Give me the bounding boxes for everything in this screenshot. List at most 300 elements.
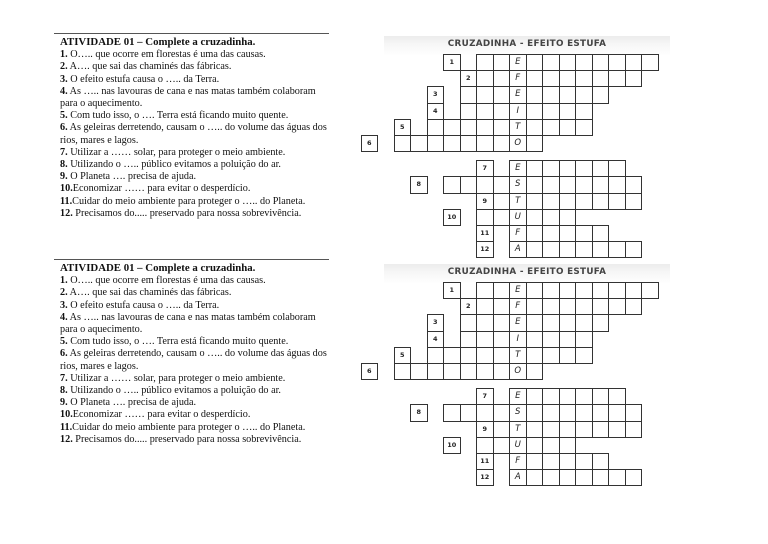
clue-number-cell: 4 — [427, 331, 445, 348]
clue-number: 5. — [60, 336, 68, 348]
answer-cell[interactable] — [608, 469, 626, 486]
key-letter-cell: E — [509, 282, 527, 299]
answer-cell[interactable] — [427, 119, 445, 136]
answer-cell[interactable] — [559, 119, 577, 136]
answer-cell[interactable] — [493, 209, 511, 226]
clue-number: 10. — [60, 409, 73, 421]
answer-cell[interactable] — [526, 282, 544, 299]
answer-cell[interactable] — [476, 282, 494, 299]
answer-cell[interactable] — [542, 404, 560, 421]
answer-cell[interactable] — [443, 135, 461, 152]
answer-cell[interactable] — [493, 404, 511, 421]
clue-number-cell: 8 — [410, 404, 428, 421]
answer-cell[interactable] — [559, 347, 577, 364]
answer-cell[interactable] — [460, 135, 478, 152]
answer-cell[interactable] — [526, 225, 544, 242]
clue-number: 6. — [60, 348, 68, 360]
clue-text: As geleiras derretendo, causam o ….. do volume das águas dos rios, mares e lagos. — [60, 122, 327, 146]
answer-cell[interactable] — [493, 103, 511, 120]
answer-cell[interactable] — [575, 119, 593, 136]
answer-cell[interactable] — [641, 282, 659, 299]
clue-text: A…. que sai das chaminés das fábricas. — [67, 287, 232, 299]
answer-cell[interactable] — [443, 404, 461, 421]
answer-cell[interactable] — [493, 135, 511, 152]
clue-number-cell: 5 — [394, 119, 412, 136]
answer-cell[interactable] — [542, 314, 560, 331]
answer-cell[interactable] — [542, 119, 560, 136]
clue-text: A…. que sai das chaminés das fábricas. — [67, 61, 232, 73]
answer-cell[interactable] — [575, 54, 593, 71]
answer-cell[interactable] — [559, 103, 577, 120]
clue-number: 4. — [60, 85, 68, 97]
clue-text: Utilizando o ….. público evitamos a poluição do ar. — [67, 385, 281, 397]
answer-cell[interactable] — [625, 70, 643, 87]
answer-cell[interactable] — [575, 388, 593, 405]
clue-item — [60, 300, 330, 312]
answer-cell[interactable] — [542, 70, 560, 87]
answer-cell[interactable] — [542, 103, 560, 120]
clue-item — [60, 397, 330, 409]
answer-cell[interactable] — [592, 86, 610, 103]
answer-cell[interactable] — [493, 86, 511, 103]
crossword-title: CRUZADINHA - EFEITO ESTUFA — [447, 39, 607, 49]
answer-cell[interactable] — [427, 363, 445, 380]
crossword-puzzle — [366, 264, 674, 483]
answer-cell[interactable] — [625, 421, 643, 438]
answer-cell[interactable] — [559, 298, 577, 315]
answer-cell[interactable] — [608, 282, 626, 299]
answer-cell[interactable] — [526, 437, 544, 454]
answer-cell[interactable] — [542, 331, 560, 348]
clue-number-cell: 12 — [476, 469, 494, 486]
answer-cell[interactable] — [460, 331, 478, 348]
answer-cell[interactable] — [559, 86, 577, 103]
clue-item — [60, 287, 330, 299]
answer-cell[interactable] — [526, 70, 544, 87]
clue-item — [60, 159, 330, 171]
answer-cell[interactable] — [476, 119, 494, 136]
answer-cell[interactable] — [493, 347, 511, 364]
answer-cell[interactable] — [592, 193, 610, 210]
key-letter-cell: U — [509, 437, 527, 454]
clue-item — [60, 208, 330, 220]
answer-cell[interactable] — [559, 176, 577, 193]
key-letter-cell: T — [509, 421, 527, 438]
answer-cell[interactable] — [575, 404, 593, 421]
answer-cell[interactable] — [443, 347, 461, 364]
answer-cell[interactable] — [575, 453, 593, 470]
answer-cell[interactable] — [542, 193, 560, 210]
clue-number: 12. — [60, 207, 73, 219]
clue-number-cell: 11 — [476, 453, 494, 470]
key-letter-cell: E — [509, 86, 527, 103]
answer-cell[interactable] — [608, 298, 626, 315]
answer-cell[interactable] — [559, 193, 577, 210]
answer-cell[interactable] — [592, 469, 610, 486]
clue-item — [60, 409, 330, 421]
clue-item — [60, 336, 330, 348]
answer-cell[interactable] — [592, 54, 610, 71]
clue-number: 9. — [60, 171, 68, 183]
answer-cell[interactable] — [559, 453, 577, 470]
answer-cell[interactable] — [542, 54, 560, 71]
clue-text: Precisamos do..... preservado para nossa sobrevivência. — [72, 207, 302, 219]
clue-number-cell: 10 — [443, 437, 461, 454]
answer-cell[interactable] — [608, 70, 626, 87]
answer-cell[interactable] — [526, 298, 544, 315]
answer-cell[interactable] — [526, 404, 544, 421]
answer-cell[interactable] — [575, 86, 593, 103]
answer-cell[interactable] — [476, 103, 494, 120]
answer-cell[interactable] — [394, 363, 412, 380]
answer-cell[interactable] — [526, 421, 544, 438]
answer-cell[interactable] — [476, 86, 494, 103]
answer-cell[interactable] — [608, 54, 626, 71]
clue-item — [60, 196, 330, 208]
key-letter-cell: S — [509, 404, 527, 421]
answer-cell[interactable] — [460, 314, 478, 331]
answer-cell[interactable] — [443, 176, 461, 193]
answer-cell[interactable] — [526, 241, 544, 258]
clue-number-cell: 5 — [394, 347, 412, 364]
key-letter-cell: E — [509, 54, 527, 71]
clue-number: 3. — [60, 73, 68, 85]
clue-number-cell: 6 — [361, 135, 379, 152]
clue-text: Utilizar a …… solar, para proteger o meio ambiente. — [67, 372, 286, 384]
clue-item — [60, 171, 330, 183]
clue-item — [60, 312, 330, 336]
answer-cell[interactable] — [493, 54, 511, 71]
answer-cell[interactable] — [625, 241, 643, 258]
answer-cell[interactable] — [575, 347, 593, 364]
answer-cell[interactable] — [559, 282, 577, 299]
answer-cell[interactable] — [427, 135, 445, 152]
answer-cell[interactable] — [526, 103, 544, 120]
key-letter-cell: A — [509, 241, 527, 258]
answer-cell[interactable] — [493, 298, 511, 315]
clue-number: 11. — [60, 195, 73, 207]
key-letter-cell: E — [509, 314, 527, 331]
crossword-puzzle — [366, 36, 674, 255]
clue-number-cell: 9 — [476, 193, 494, 210]
activity-title: ATIVIDADE 01 – Complete a cruzadinha. — [60, 262, 256, 274]
answer-cell[interactable] — [608, 421, 626, 438]
answer-cell[interactable] — [608, 241, 626, 258]
answer-cell[interactable] — [542, 388, 560, 405]
answer-cell[interactable] — [592, 160, 610, 177]
clue-item — [60, 275, 330, 287]
clue-number: 2. — [60, 287, 68, 299]
answer-cell[interactable] — [443, 119, 461, 136]
clue-number: 2. — [60, 61, 68, 73]
answer-cell[interactable] — [559, 404, 577, 421]
answer-cell[interactable] — [460, 363, 478, 380]
answer-cell[interactable] — [542, 176, 560, 193]
answer-cell[interactable] — [559, 54, 577, 71]
answer-cell[interactable] — [575, 103, 593, 120]
clue-text: As ….. nas lavouras de cana e nas matas também colaboram para o aquecimento. — [60, 85, 316, 110]
answer-cell[interactable] — [575, 176, 593, 193]
key-letter-cell: E — [509, 160, 527, 177]
answer-cell[interactable] — [542, 209, 560, 226]
answer-cell[interactable] — [608, 193, 626, 210]
clue-text: Cuidar do meio ambiente para proteger o ….. do Planeta. — [72, 195, 306, 207]
key-letter-cell: F — [509, 70, 527, 87]
answer-cell[interactable] — [608, 404, 626, 421]
answer-cell[interactable] — [559, 331, 577, 348]
answer-cell[interactable] — [526, 314, 544, 331]
clue-number: 12. — [60, 433, 73, 445]
answer-cell[interactable] — [608, 388, 626, 405]
clue-number-cell: 1 — [443, 54, 461, 71]
answer-cell[interactable] — [575, 298, 593, 315]
answer-cell[interactable] — [575, 241, 593, 258]
answer-cell[interactable] — [476, 135, 494, 152]
clue-item — [60, 147, 330, 159]
clue-item — [60, 61, 330, 73]
crossword-title: CRUZADINHA - EFEITO ESTUFA — [447, 267, 607, 277]
activity-block — [60, 262, 330, 446]
answer-cell[interactable] — [526, 135, 544, 152]
clue-number-cell: 7 — [476, 388, 494, 405]
clue-text: As geleiras derretendo, causam o ….. do volume das águas dos rios, mares e lagos. — [60, 348, 327, 372]
answer-cell[interactable] — [476, 209, 494, 226]
answer-cell[interactable] — [542, 282, 560, 299]
clue-item — [60, 86, 330, 110]
clue-text: O Planeta …. precisa de ajuda. — [67, 397, 197, 409]
clue-number-cell: 9 — [476, 421, 494, 438]
clue-text: O efeito estufa causa o ….. da Terra. — [67, 299, 220, 311]
answer-cell[interactable] — [526, 54, 544, 71]
answer-cell[interactable] — [559, 437, 577, 454]
answer-cell[interactable] — [625, 176, 643, 193]
clue-text: O efeito estufa causa o ….. da Terra. — [67, 73, 220, 85]
answer-cell[interactable] — [394, 135, 412, 152]
answer-cell[interactable] — [476, 54, 494, 71]
answer-cell[interactable] — [592, 298, 610, 315]
answer-cell[interactable] — [526, 209, 544, 226]
clue-item — [60, 348, 330, 372]
answer-cell[interactable] — [559, 241, 577, 258]
answer-cell[interactable] — [493, 314, 511, 331]
clue-number: 1. — [60, 49, 68, 61]
answer-cell[interactable] — [526, 176, 544, 193]
clue-item — [60, 49, 330, 61]
answer-cell[interactable] — [625, 193, 643, 210]
answer-cell[interactable] — [526, 119, 544, 136]
clue-text: Precisamos do..... preservado para nossa sobrevivência. — [72, 433, 302, 445]
clue-number: 10. — [60, 183, 73, 195]
answer-cell[interactable] — [592, 70, 610, 87]
answer-cell[interactable] — [476, 437, 494, 454]
clue-text: Com tudo isso, o …. Terra está ficando muito quente. — [67, 336, 289, 348]
answer-cell[interactable] — [526, 160, 544, 177]
answer-cell[interactable] — [460, 119, 478, 136]
answer-cell[interactable] — [526, 469, 544, 486]
clue-item — [60, 183, 330, 195]
answer-cell[interactable] — [526, 453, 544, 470]
answer-cell[interactable] — [592, 453, 610, 470]
answer-cell[interactable] — [542, 437, 560, 454]
answer-cell[interactable] — [625, 298, 643, 315]
answer-cell[interactable] — [559, 225, 577, 242]
answer-cell[interactable] — [592, 404, 610, 421]
answer-cell[interactable] — [493, 331, 511, 348]
answer-cell[interactable] — [493, 282, 511, 299]
clue-item — [60, 385, 330, 397]
key-letter-cell: E — [509, 388, 527, 405]
answer-cell[interactable] — [559, 421, 577, 438]
clue-text: Economizar …… para evitar o desperdício. — [72, 409, 251, 421]
clue-number: 3. — [60, 299, 68, 311]
answer-cell[interactable] — [625, 282, 643, 299]
key-letter-cell: A — [509, 469, 527, 486]
answer-cell[interactable] — [592, 314, 610, 331]
answer-cell[interactable] — [526, 86, 544, 103]
answer-cell[interactable] — [592, 388, 610, 405]
answer-cell[interactable] — [575, 160, 593, 177]
answer-cell[interactable] — [559, 314, 577, 331]
answer-cell[interactable] — [526, 363, 544, 380]
answer-cell[interactable] — [542, 469, 560, 486]
answer-cell[interactable] — [592, 282, 610, 299]
answer-cell[interactable] — [575, 282, 593, 299]
answer-cell[interactable] — [493, 437, 511, 454]
answer-cell[interactable] — [608, 176, 626, 193]
answer-cell[interactable] — [641, 54, 659, 71]
clue-number: 7. — [60, 372, 68, 384]
answer-cell[interactable] — [460, 103, 478, 120]
answer-cell[interactable] — [592, 176, 610, 193]
answer-cell[interactable] — [559, 388, 577, 405]
key-letter-cell: F — [509, 225, 527, 242]
answer-cell[interactable] — [427, 347, 445, 364]
clue-number: 4. — [60, 311, 68, 323]
clue-number: 7. — [60, 146, 68, 158]
answer-cell[interactable] — [526, 331, 544, 348]
activity-block — [60, 36, 330, 220]
answer-cell[interactable] — [526, 388, 544, 405]
clue-text: Utilizando o ….. público evitamos a poluição do ar. — [67, 159, 281, 171]
clue-number-cell: 2 — [460, 298, 478, 315]
answer-cell[interactable] — [542, 347, 560, 364]
key-letter-cell: S — [509, 176, 527, 193]
answer-cell[interactable] — [559, 469, 577, 486]
answer-cell[interactable] — [542, 421, 560, 438]
clue-number-cell: 6 — [361, 363, 379, 380]
answer-cell[interactable] — [526, 347, 544, 364]
clue-item — [60, 434, 330, 446]
answer-cell[interactable] — [410, 135, 428, 152]
key-letter-cell: T — [509, 119, 527, 136]
clue-text: Cuidar do meio ambiente para proteger o ….. do Planeta. — [72, 421, 306, 433]
answer-cell[interactable] — [460, 347, 478, 364]
answer-cell[interactable] — [476, 314, 494, 331]
answer-cell[interactable] — [493, 70, 511, 87]
answer-cell[interactable] — [625, 54, 643, 71]
key-letter-cell: I — [509, 103, 527, 120]
activity-title: ATIVIDADE 01 – Complete a cruzadinha. — [60, 36, 256, 48]
answer-cell[interactable] — [542, 298, 560, 315]
answer-cell[interactable] — [575, 314, 593, 331]
answer-cell[interactable] — [476, 363, 494, 380]
answer-cell[interactable] — [608, 160, 626, 177]
clue-number-cell: 11 — [476, 225, 494, 242]
answer-cell[interactable] — [476, 347, 494, 364]
clue-number-cell: 2 — [460, 70, 478, 87]
clue-number: 6. — [60, 122, 68, 134]
answer-cell[interactable] — [542, 160, 560, 177]
answer-cell[interactable] — [559, 70, 577, 87]
answer-cell[interactable] — [493, 176, 511, 193]
key-letter-cell: O — [509, 363, 527, 380]
answer-cell[interactable] — [575, 193, 593, 210]
answer-cell[interactable] — [460, 86, 478, 103]
answer-cell[interactable] — [493, 119, 511, 136]
answer-cell[interactable] — [443, 363, 461, 380]
answer-cell[interactable] — [575, 70, 593, 87]
clue-number: 5. — [60, 110, 68, 122]
clue-text: O….. que ocorre em florestas é uma das causas. — [67, 49, 266, 61]
clue-number: 11. — [60, 421, 73, 433]
clue-number-cell: 7 — [476, 160, 494, 177]
clue-text: O Planeta …. precisa de ajuda. — [67, 171, 197, 183]
answer-cell[interactable] — [575, 421, 593, 438]
answer-cell[interactable] — [476, 404, 494, 421]
answer-cell[interactable] — [476, 176, 494, 193]
answer-cell[interactable] — [625, 469, 643, 486]
answer-cell[interactable] — [559, 160, 577, 177]
clue-number-cell: 3 — [427, 86, 445, 103]
clue-number: 8. — [60, 385, 68, 397]
clue-text: Com tudo isso, o …. Terra está ficando muito quente. — [67, 110, 289, 122]
key-letter-cell: U — [509, 209, 527, 226]
answer-cell[interactable] — [575, 331, 593, 348]
answer-cell[interactable] — [575, 469, 593, 486]
answer-cell[interactable] — [460, 404, 478, 421]
answer-cell[interactable] — [410, 363, 428, 380]
answer-cell[interactable] — [559, 209, 577, 226]
answer-cell[interactable] — [542, 453, 560, 470]
clue-number-cell: 8 — [410, 176, 428, 193]
clue-number: 9. — [60, 397, 68, 409]
answer-cell[interactable] — [625, 404, 643, 421]
clue-item — [60, 122, 330, 146]
clue-number-cell: 4 — [427, 103, 445, 120]
clue-text: Economizar …… para evitar o desperdício. — [72, 183, 251, 195]
answer-cell[interactable] — [592, 421, 610, 438]
answer-cell[interactable] — [542, 86, 560, 103]
answer-cell[interactable] — [592, 225, 610, 242]
answer-cell[interactable] — [493, 363, 511, 380]
answer-cell[interactable] — [460, 176, 478, 193]
answer-cell[interactable] — [542, 241, 560, 258]
clue-item — [60, 422, 330, 434]
clue-item — [60, 74, 330, 86]
answer-cell[interactable] — [575, 225, 593, 242]
key-letter-cell: I — [509, 331, 527, 348]
clue-number: 8. — [60, 159, 68, 171]
key-letter-cell: T — [509, 193, 527, 210]
answer-cell[interactable] — [476, 331, 494, 348]
clue-number-cell: 1 — [443, 282, 461, 299]
clue-number: 1. — [60, 275, 68, 287]
answer-cell[interactable] — [592, 241, 610, 258]
key-letter-cell: F — [509, 453, 527, 470]
answer-cell[interactable] — [542, 225, 560, 242]
clue-text: O….. que ocorre em florestas é uma das causas. — [67, 275, 266, 287]
answer-cell[interactable] — [526, 193, 544, 210]
